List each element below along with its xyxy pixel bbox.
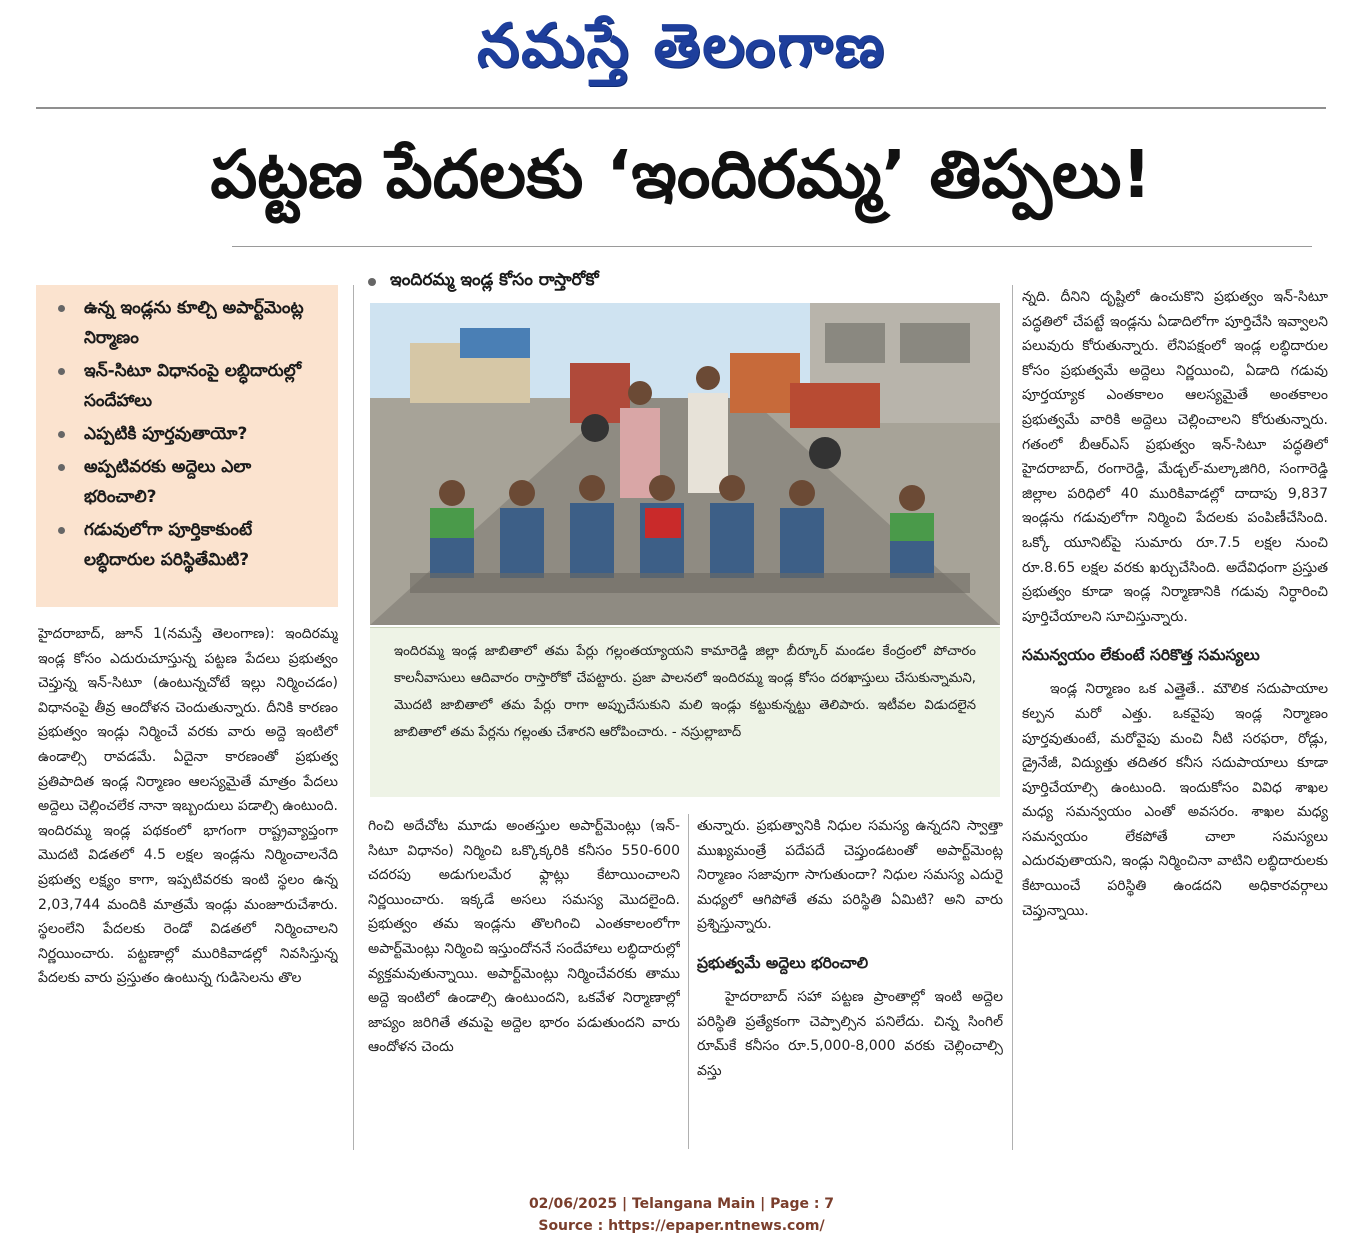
highlight-item: గడువులోగా పూర్తికాకుంటే లబ్ధిదారుల పరిస్థితేమిటి?: [54, 515, 328, 575]
highlight-item: ఉన్న ఇండ్లను కూల్చి అపార్ట్‌మెంట్ల నిర్మాణం: [54, 293, 328, 353]
highlight-item: ఎప్పటికి పూర్తవుతాయో?: [54, 419, 328, 449]
article-column-1: [38, 622, 338, 1147]
masthead-logo: నమస్తే తెలంగాణ: [476, 11, 887, 81]
news-photo: [370, 303, 1000, 625]
bullet-icon: [58, 464, 65, 471]
bullet-icon: [58, 527, 65, 534]
bullet-icon: [58, 305, 65, 312]
highlights-box: [36, 285, 338, 607]
photo-caption: ఇందిరమ్మ ఇండ్ల జాబితాలో తమ పేర్లు గల్లంతయ్యాయని కామారెడ్డి జిల్లా బీర్కూర్ మండల కేంద్రంలో పోచారం కాలనీవాసులు ఆదివారం రాస్తారోకో చేపట్టారు. ప్రజా పాలనలో ఇందిరమ్మ ఇండ్ల కోసం దరఖాస్తులు చేసుకున్నామని, మొదటి జాబితాలో తమ పేర్లు రాగా అప్పుచేసుకుని మలి ఇండ్లు కట్టుకున్నట్టు తెలిపారు. ఇటీవల విడుదలైన జాబితాలో తమ పేర్లను గల్లంతు చేశారని ఆరోపించారు. - నస్రుల్లాబాద్: [370, 627, 1000, 797]
bullet-icon: [368, 278, 376, 286]
footer: [0, 1193, 1363, 1237]
column-divider: [688, 814, 689, 1149]
headline-divider: [232, 246, 1312, 247]
headline: పట్టణ పేదలకు ‘ఇందిరమ్మ’ తిప్పలు!: [210, 135, 1152, 213]
photo-title: ఇందిరమ్మ ఇండ్ల కోసం రాస్తారోకో: [368, 268, 599, 296]
article-column-2: [368, 814, 680, 1149]
article-column-4: [1022, 285, 1328, 1145]
article-paragraph: తున్నారు. ప్రభుత్వానికి నిధుల సమస్య ఉన్నదని స్వాత్తా ముఖ్యమంత్రే పదేపదే చెప్తుండటంతో అపార్ట్‌మెంట్ల నిర్మాణం సజావుగా సాగుతుందా? నిధుల సమస్య ఎదురై మధ్యలో ఆగిపోతే తమ పరిస్థితి ఏమిటి? అని వారు ప్రశ్నిస్తున్నారు.: [697, 818, 1003, 933]
column-divider: [353, 285, 354, 1150]
footer-date: 02/06/2025 | Telangana Main | Page : 7: [528, 1196, 835, 1212]
footer-source: Source : https://epaper.ntnews.com/: [538, 1218, 825, 1234]
article-paragraph: హైదరాబాద్ సహా పట్టణ ప్రాంతాల్లో ఇంటి అద్దెల పరిస్థితి ప్రత్యేకంగా చెప్పాల్సిన పనిలేదు. చిన్న సింగిల్ రూమ్‌కే కనీసం రూ.5,000-8,000 వరకు చెల్లించాల్సి వస్తు: [697, 988, 1003, 1079]
bullet-icon: [58, 368, 65, 375]
article-paragraph: హైదరాబాద్, జూన్ 1(నమస్తే తెలంగాణ): ఇందిరమ్మ ఇండ్ల కోసం ఎదురుచూస్తున్న పట్టణ పేదలు ప్రభుత్వం చెప్తున్న ఇన్‌-సిటూ (ఉంటున్నచోటే ఇల్లు నిర్మించడం) విధానంపై తీవ్ర ఆందోళన చెందుతున్నారు. దీనికి కారణం ప్రభుత్వం ఇండ్లు నిర్మించే వరకు వారు అద్దె ఇంటిలో ఉండాల్సి రావడమే. ఏదైనా కారణంతో ప్రభుత్వ ప్రతిపాదిత ఇండ్ల నిర్మాణం ఆలస్యమైతే మాత్రం పేదలు అద్దెలు చెల్లించలేక నానా ఇబ్బందులు పడాల్సి ఉంటుంది. ఇందిరమ్మ ఇండ్ల పథకంలో భాగంగా రాష్ట్రవ్యాప్తంగా మొదటి విడతలో 4.5 లక్షల ఇండ్లను నిర్మించాలనేది ప్రభుత్వ లక్ష్యం కాగా, ఇప్పటివరకు ఇంటి స్థలం ఉన్న 2,03,744 మందికి మాత్రమే ఇండ్లు మంజూరుచేశారు. స్థలంలేని పేదలకు రెండో విడతలో నిర్మించాలని నిర్ణయించారు. పట్టణాల్లో మురికివాడల్లో నివసిస్తున్న పేదలకు వారు ప్రస్తుతం ఉంటున్న గుడిసెలను తొల: [38, 626, 338, 987]
article-paragraph: న్నది. దీనిని దృష్టిలో ఉంచుకొని ప్రభుత్వం ఇన్‌-సిటూ పద్ధతిలో చేపట్టే ఇండ్లను ఏడాదిలోగా పూర్తిచేసి ఇవ్వాలని పలువురు కోరుతున్నారు. లేనిపక్షంలో ఇండ్ల లబ్ధిదారుల కోసం ప్రభుత్వమే అద్దెలు నిర్ణయించి, ఏడాది గడువు పూర్తయ్యాక ఎంతకాలం ఆలస్యమైతే అంతకాలం ప్రభుత్వమే వారికి అద్దెలు చెల్లించాలని కోరుతున్నారు. గతంలో బీఆర్‌ఎస్ ప్రభుత్వం ఇన్‌-సిటూ పద్ధతిలో హైదరాబాద్, రంగారెడ్డి, మేడ్చల్‌-మల్కాజిగిరి, సంగారెడ్డి జిల్లాల పరిధిలో 40 మురికివాడల్లో దాదాపు 9,837 ఇండ్లను గడువులోగా నిర్మించి పేదలకు పంపిణీచేసింది. ఒక్కో యూనిట్‌పై సుమారు రూ.7.5 లక్షల నుంచి రూ.8.65 లక్షల వరకు ఖర్చుచేసింది. అదేవిధంగా ప్రస్తుత ప్రభుత్వం కూడా ఇండ్ల నిర్మాణానికి గడువు నిర్ధారించి పూర్తిచేయాలని సూచిస్తున్నారు.: [1022, 289, 1328, 625]
column-divider: [1012, 285, 1013, 1150]
highlight-item: ఇన్‌-సిటూ విధానంపై లబ్ధిదారుల్లో సందేహాలు: [54, 356, 328, 416]
subheading: ప్రభుత్వమే అద్దెలు భరించాలి: [697, 953, 869, 972]
masthead-divider: [36, 107, 1326, 109]
highlight-item: అప్పటివరకు అద్దెలు ఎలా భరించాలి?: [54, 452, 328, 512]
subheading: సమన్వయం లేకుంటే సరికొత్త సమస్యలు: [1022, 646, 1260, 665]
article-column-3: [697, 814, 1003, 1149]
protest-photo-illustration: [370, 303, 1000, 625]
article-paragraph: ఇండ్ల నిర్మాణం ఒక ఎత్తైతే.. మౌలిక సదుపాయాల కల్పన మరో ఎత్తు. ఒకవైపు ఇండ్ల నిర్మాణం పూర్తవుతుంటే, మరోవైపు మంచి నీటి సరఫరా, రోడ్లు, డ్రైనేజీ, విద్యుత్తు తదితర కనీస సదుపాయాలు కూడా పూర్తిచేయాల్సి ఉంటుంది. ఇందుకోసం వివిధ శాఖల మధ్య సమన్వయం ఎంతో అవసరం. శాఖల మధ్య సమన్వయం లేకపోతే చాలా సమస్యలు ఎదురవుతాయని, ఇండ్లు నిర్మించినా వాటిని లబ్ధిదారులకు కేటాయించే పరిస్థితి ఉండదని అధికారవర్గాలు చెప్తున్నాయి.: [1022, 681, 1328, 919]
masthead: [0, 8, 1363, 98]
article-paragraph: గించి అదేచోట మూడు అంతస్తుల అపార్ట్‌మెంట్లు (ఇన్‌-సిటూ విధానం) నిర్మించి ఒక్కొక్కరికి కనీసం 550-600 చదరపు అడుగులమేర ఫ్లాట్లు కేటాయించాలని నిర్ణయించారు. ఇక్కడే అసలు సమస్య మొదలైంది. ప్రభుత్వం తమ ఇండ్లను తొలగించి ఎంతకాలంలోగా అపార్ట్‌మెంట్లు నిర్మించి ఇస్తుందోననే సందేహాలు లబ్ధిదారుల్లో వ్యక్తమవుతున్నాయి. అపార్ట్‌మెంట్లు నిర్మించేవరకు తాము అద్దె ఇంటిలో ఉండాల్సి ఉంటుందని, ఒకవేళ నిర్మాణాల్లో జాప్యం జరిగితే తమపై అద్దెల భారం పడుతుందని వారు ఆందోళన చెందు: [368, 818, 680, 1056]
bullet-icon: [58, 431, 65, 438]
